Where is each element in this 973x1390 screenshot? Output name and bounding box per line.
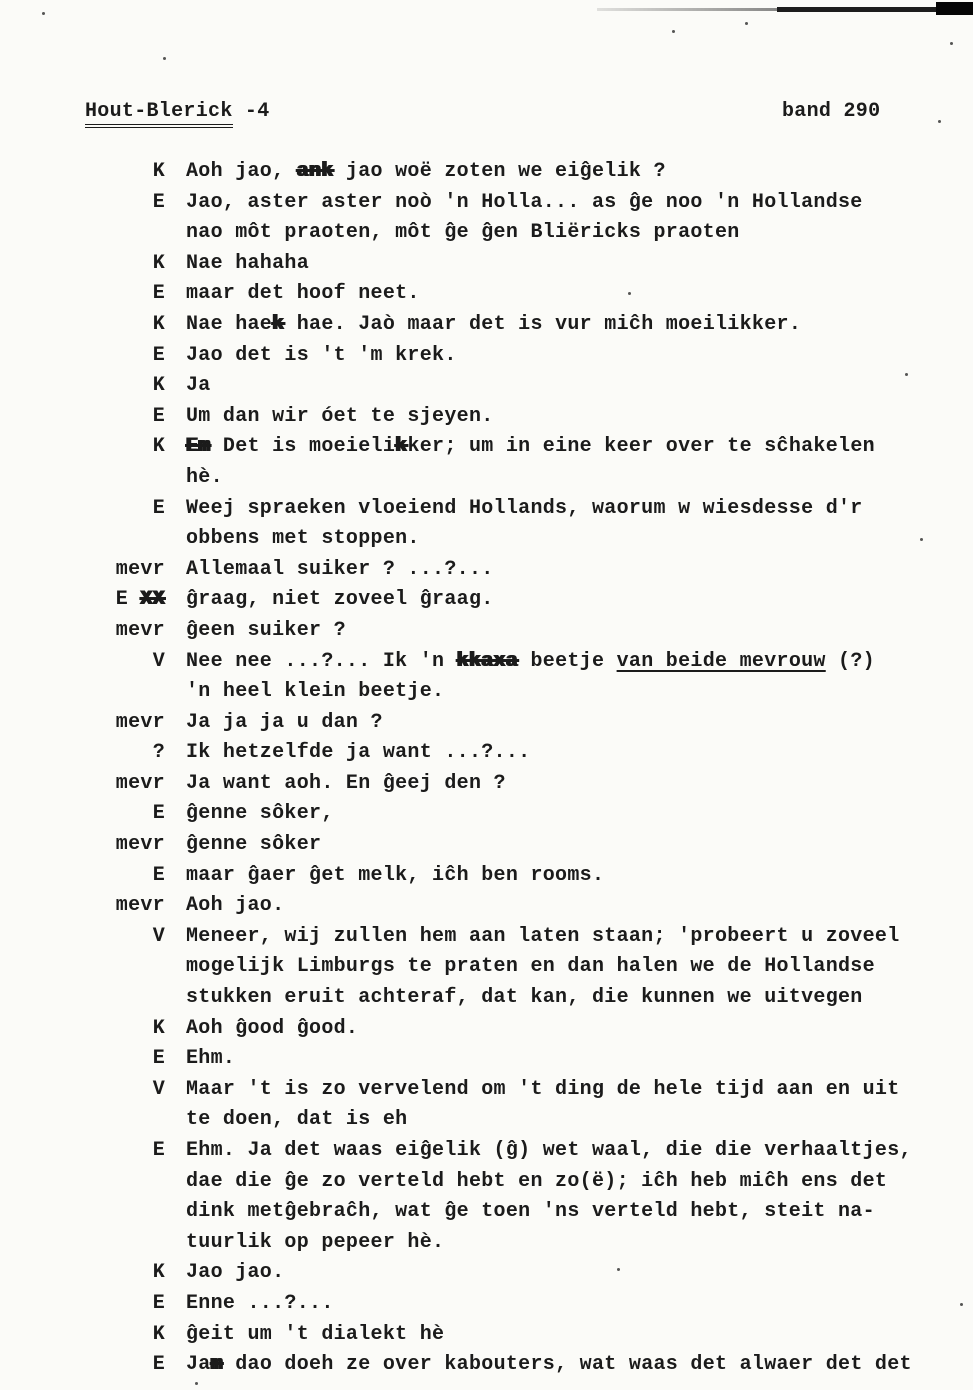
speaker-label	[85, 188, 165, 219]
text-segment: K	[152, 374, 165, 398]
scan-speck	[163, 57, 166, 60]
text-segment: mevr	[115, 833, 165, 857]
transcript	[85, 157, 945, 1381]
struck-text: k	[395, 435, 408, 459]
speaker-label	[85, 799, 165, 830]
text-segment: Nee nee ...?... Ik 'n	[186, 649, 457, 673]
text-segment: beetje	[518, 649, 617, 673]
text-segment: stukken eruit achteraf, dat kan, die kunnen we uitvegen	[186, 986, 863, 1010]
line-text	[186, 341, 457, 372]
line-text	[186, 555, 494, 586]
text-segment: K	[152, 435, 165, 459]
text-segment: hè.	[186, 465, 223, 489]
line-text	[186, 647, 875, 678]
line-text	[186, 402, 494, 433]
transcript-line	[85, 1136, 945, 1167]
speaker-label	[85, 310, 165, 341]
text-segment: dao doeh ze over kabouters, wat waas det alwaer det det	[222, 1353, 912, 1377]
line-text	[186, 463, 223, 494]
text-segment: K	[152, 1261, 165, 1285]
scan-speck	[42, 12, 45, 15]
speaker-label	[85, 524, 165, 555]
transcript-line	[85, 1320, 945, 1351]
text-segment: E	[152, 1353, 165, 1377]
scan-speck	[672, 30, 675, 33]
text-segment: E	[152, 1291, 165, 1315]
speaker-label	[85, 1258, 165, 1289]
text-segment: nao môt praoten, môt ĝe ĝen Bliëricks praoten	[186, 221, 740, 245]
line-text	[186, 585, 494, 616]
speaker-label	[85, 677, 165, 708]
text-segment: dae die ĝe zo verteld hebt en zo(ë); iĉh heb miĉh ens det	[186, 1169, 888, 1193]
text-segment: Det is moeieli	[210, 435, 396, 459]
text-segment: K	[152, 312, 165, 336]
transcript-line	[85, 769, 945, 800]
text-segment: ĝeit um 't dialekt hè	[186, 1322, 445, 1346]
line-text	[186, 799, 334, 830]
text-segment: ?	[152, 741, 165, 765]
speaker-label	[85, 1228, 165, 1259]
text-segment: E	[152, 863, 165, 887]
transcript-line	[85, 738, 945, 769]
speaker-label	[85, 830, 165, 861]
transcript-line	[85, 1197, 945, 1228]
line-text	[186, 524, 420, 555]
transcript-line	[85, 1105, 945, 1136]
text-segment: E	[152, 1139, 165, 1162]
text-segment: E	[152, 802, 165, 826]
scan-artifact-line	[777, 7, 940, 12]
text-segment: Ehm.	[186, 1047, 236, 1071]
speaker-label	[85, 983, 165, 1014]
speaker-label	[85, 647, 165, 678]
speaker-label	[85, 249, 165, 280]
line-text	[186, 738, 530, 769]
transcript-line	[85, 983, 945, 1014]
text-segment: Maar 't is zo vervelend om 't ding de hele tijd aan en uit	[186, 1077, 900, 1101]
speaker-label	[85, 952, 165, 983]
text-segment: Um dan wir óet te sjeyen.	[186, 404, 494, 428]
transcript-line	[85, 341, 945, 372]
line-text	[186, 249, 309, 280]
text-segment: Jao det is 't 'm krek.	[186, 343, 457, 367]
text-segment: Jao, aster aster noò 'n Holla... as ĝe noo 'n Hollandse	[186, 190, 863, 214]
speaker-label	[85, 1289, 165, 1320]
speaker-label	[85, 891, 165, 922]
text-segment: V	[152, 924, 165, 948]
text-segment: Weej spraeken vloeiend Hollands, waorum w wiesdesse d'r	[186, 496, 863, 520]
speaker-label	[85, 1075, 165, 1106]
scan-speck	[745, 22, 748, 25]
line-text	[186, 861, 604, 892]
text-segment: Jao jao.	[186, 1261, 285, 1285]
text-segment: Ja	[186, 374, 211, 398]
text-segment: ĝeen suiker ?	[186, 618, 346, 642]
text-segment: Nae hae	[186, 312, 273, 336]
page-title-suffix: -4	[232, 100, 270, 123]
speaker-label	[85, 1105, 165, 1136]
struck-text: kkaxa	[456, 649, 519, 673]
text-segment: hae. Jaò maar det is vur miĉh moeilikker.	[284, 312, 802, 336]
transcript-line	[85, 463, 945, 494]
transcript-line	[85, 555, 945, 586]
line-text	[186, 1044, 235, 1075]
text-segment: mevr	[115, 894, 165, 918]
transcript-line	[85, 524, 945, 555]
line-text	[186, 922, 900, 953]
underlined-text: van beide mevrouw	[616, 649, 826, 673]
transcript-line	[85, 1167, 945, 1198]
line-text	[186, 1197, 875, 1228]
text-segment: mevr	[115, 557, 165, 581]
text-segment: E	[152, 1047, 165, 1071]
transcript-line	[85, 891, 945, 922]
text-segment: Enne ...?...	[186, 1291, 334, 1315]
band-number: band 290	[782, 100, 881, 123]
speaker-label	[85, 555, 165, 586]
struck-text: ank	[296, 160, 334, 183]
transcript-line	[85, 861, 945, 892]
speaker-label	[85, 1014, 165, 1045]
text-segment: Aoh jao,	[186, 160, 297, 183]
transcript-line	[85, 432, 945, 463]
text-segment: jao woë zoten we eiĝelik ?	[333, 160, 666, 183]
struck-text: XX	[140, 588, 165, 612]
text-segment: K	[152, 1016, 165, 1040]
struck-text: k	[272, 312, 285, 336]
text-segment: E	[152, 496, 165, 520]
speaker-label	[85, 402, 165, 433]
text-segment: E	[152, 190, 165, 214]
text-segment: Aoh jao.	[186, 894, 285, 918]
line-text	[186, 1350, 912, 1381]
text-segment: (?)	[825, 649, 875, 673]
text-segment: Aoh ĝood ĝood.	[186, 1016, 359, 1040]
speaker-label	[85, 1350, 165, 1381]
speaker-label	[85, 341, 165, 372]
transcript-line	[85, 188, 945, 219]
speaker-label	[85, 157, 165, 188]
transcript-line	[85, 952, 945, 983]
text-segment: ker; um in eine keer over te sĉhakelen	[407, 435, 875, 459]
text-segment: Allemaal suiker ? ...?...	[186, 557, 494, 581]
line-text	[186, 1014, 358, 1045]
speaker-label	[85, 922, 165, 953]
text-segment: Ehm. Ja det waas eiĝelik (ĝ) wet waal, die die verhaaltjes,	[186, 1139, 912, 1162]
speaker-label	[85, 463, 165, 494]
transcript-line	[85, 1075, 945, 1106]
scan-artifact-line	[597, 8, 777, 11]
transcript-line	[85, 218, 945, 249]
text-segment: Ik hetzelfde ja want ...?...	[186, 741, 531, 765]
transcript-line	[85, 249, 945, 280]
transcript-line	[85, 1258, 945, 1289]
scan-speck	[950, 42, 953, 45]
text-segment: V	[152, 649, 165, 673]
speaker-label	[85, 432, 165, 463]
page-title	[85, 100, 270, 123]
struck-text: m	[210, 1353, 223, 1377]
text-segment: mogelijk Limburgs te praten en dan halen we de Hollandse	[186, 955, 875, 979]
line-text	[186, 891, 284, 922]
page-header	[0, 100, 973, 130]
text-segment: Nae hahaha	[186, 251, 310, 275]
text-segment: maar ĝaer ĝet melk, iĉh ben rooms.	[186, 863, 605, 887]
transcript-line	[85, 677, 945, 708]
line-text	[186, 1289, 334, 1320]
transcript-line	[85, 922, 945, 953]
speaker-label	[85, 1197, 165, 1228]
line-text	[186, 708, 383, 739]
transcript-line	[85, 616, 945, 647]
line-text	[186, 1105, 407, 1136]
text-segment: ĝenne sôker,	[186, 802, 334, 826]
text-segment: mevr	[115, 710, 165, 734]
speaker-label	[85, 494, 165, 525]
line-text	[186, 188, 863, 219]
transcript-line	[85, 1044, 945, 1075]
transcript-line	[85, 799, 945, 830]
transcript-line	[85, 1228, 945, 1259]
text-segment: obbens met stoppen.	[186, 527, 420, 551]
transcript-line	[85, 494, 945, 525]
transcript-line	[85, 279, 945, 310]
text-segment: ĝenne sôker	[186, 833, 322, 857]
transcript-line	[85, 402, 945, 433]
speaker-label	[85, 279, 165, 310]
line-text	[186, 616, 346, 647]
text-segment: E	[115, 588, 141, 612]
text-segment: K	[152, 160, 165, 183]
text-segment: dink metĝebraĉh, wat ĝe toen 'ns verteld hebt, steit na-	[186, 1200, 875, 1224]
speaker-label	[85, 1320, 165, 1351]
line-text	[186, 1258, 284, 1289]
text-segment: mevr	[115, 771, 165, 795]
line-text	[186, 218, 740, 249]
line-text	[186, 677, 444, 708]
line-text	[186, 1320, 444, 1351]
text-segment: Meneer, wij zullen hem aan laten staan; 'probeert u zoveel	[186, 924, 900, 948]
transcript-line	[85, 708, 945, 739]
line-text	[186, 157, 666, 188]
text-segment: mevr	[115, 618, 165, 642]
line-text	[186, 952, 875, 983]
transcript-line	[85, 371, 945, 402]
line-text	[186, 310, 801, 341]
line-text	[186, 279, 420, 310]
speaker-label	[85, 371, 165, 402]
page-title-underlined: Hout-Blerick	[85, 100, 233, 128]
transcript-line	[85, 585, 945, 616]
text-segment: V	[152, 1077, 165, 1101]
speaker-label	[85, 616, 165, 647]
speaker-label	[85, 861, 165, 892]
scan-artifact-blob	[936, 2, 973, 15]
text-segment: te doen, dat is eh	[186, 1108, 408, 1132]
text-segment: 'n heel klein beetje.	[186, 680, 445, 704]
speaker-label	[85, 1167, 165, 1198]
line-text	[186, 830, 321, 861]
speaker-label	[85, 708, 165, 739]
line-text	[186, 494, 863, 525]
text-segment: E	[152, 404, 165, 428]
line-text	[186, 1075, 900, 1106]
line-text	[186, 1136, 912, 1167]
text-segment: Ja want aoh. En ĝeej den ?	[186, 771, 506, 795]
text-segment: Ja ja ja u dan ?	[186, 710, 383, 734]
transcript-line	[85, 830, 945, 861]
text-segment: maar det hoof neet.	[186, 282, 420, 306]
speaker-label	[85, 218, 165, 249]
text-segment: Ja	[186, 1353, 211, 1377]
speaker-label	[85, 1044, 165, 1075]
scan-speck	[960, 1303, 963, 1306]
line-text	[186, 983, 863, 1014]
text-segment: tuurlik op pepeer hè.	[186, 1230, 445, 1254]
line-text	[186, 371, 211, 402]
text-segment: E	[152, 282, 165, 306]
transcript-line	[85, 1289, 945, 1320]
line-text	[186, 769, 506, 800]
transcript-line	[85, 310, 945, 341]
speaker-label	[85, 738, 165, 769]
line-text	[186, 1167, 887, 1198]
speaker-label	[85, 585, 165, 616]
speaker-label	[85, 769, 165, 800]
speaker-label	[85, 1136, 165, 1167]
transcript-line	[85, 647, 945, 678]
text-segment: ĝraag, niet zoveel ĝraag.	[186, 588, 494, 612]
transcript-line	[85, 1350, 945, 1381]
line-text	[186, 1228, 444, 1259]
scan-speck	[195, 1382, 198, 1385]
text-segment: K	[152, 251, 165, 275]
transcript-line	[85, 157, 945, 188]
text-segment: E	[152, 343, 165, 367]
line-text	[186, 432, 875, 463]
text-segment: K	[152, 1322, 165, 1346]
struck-text: Em	[186, 435, 211, 459]
transcript-line	[85, 1014, 945, 1045]
